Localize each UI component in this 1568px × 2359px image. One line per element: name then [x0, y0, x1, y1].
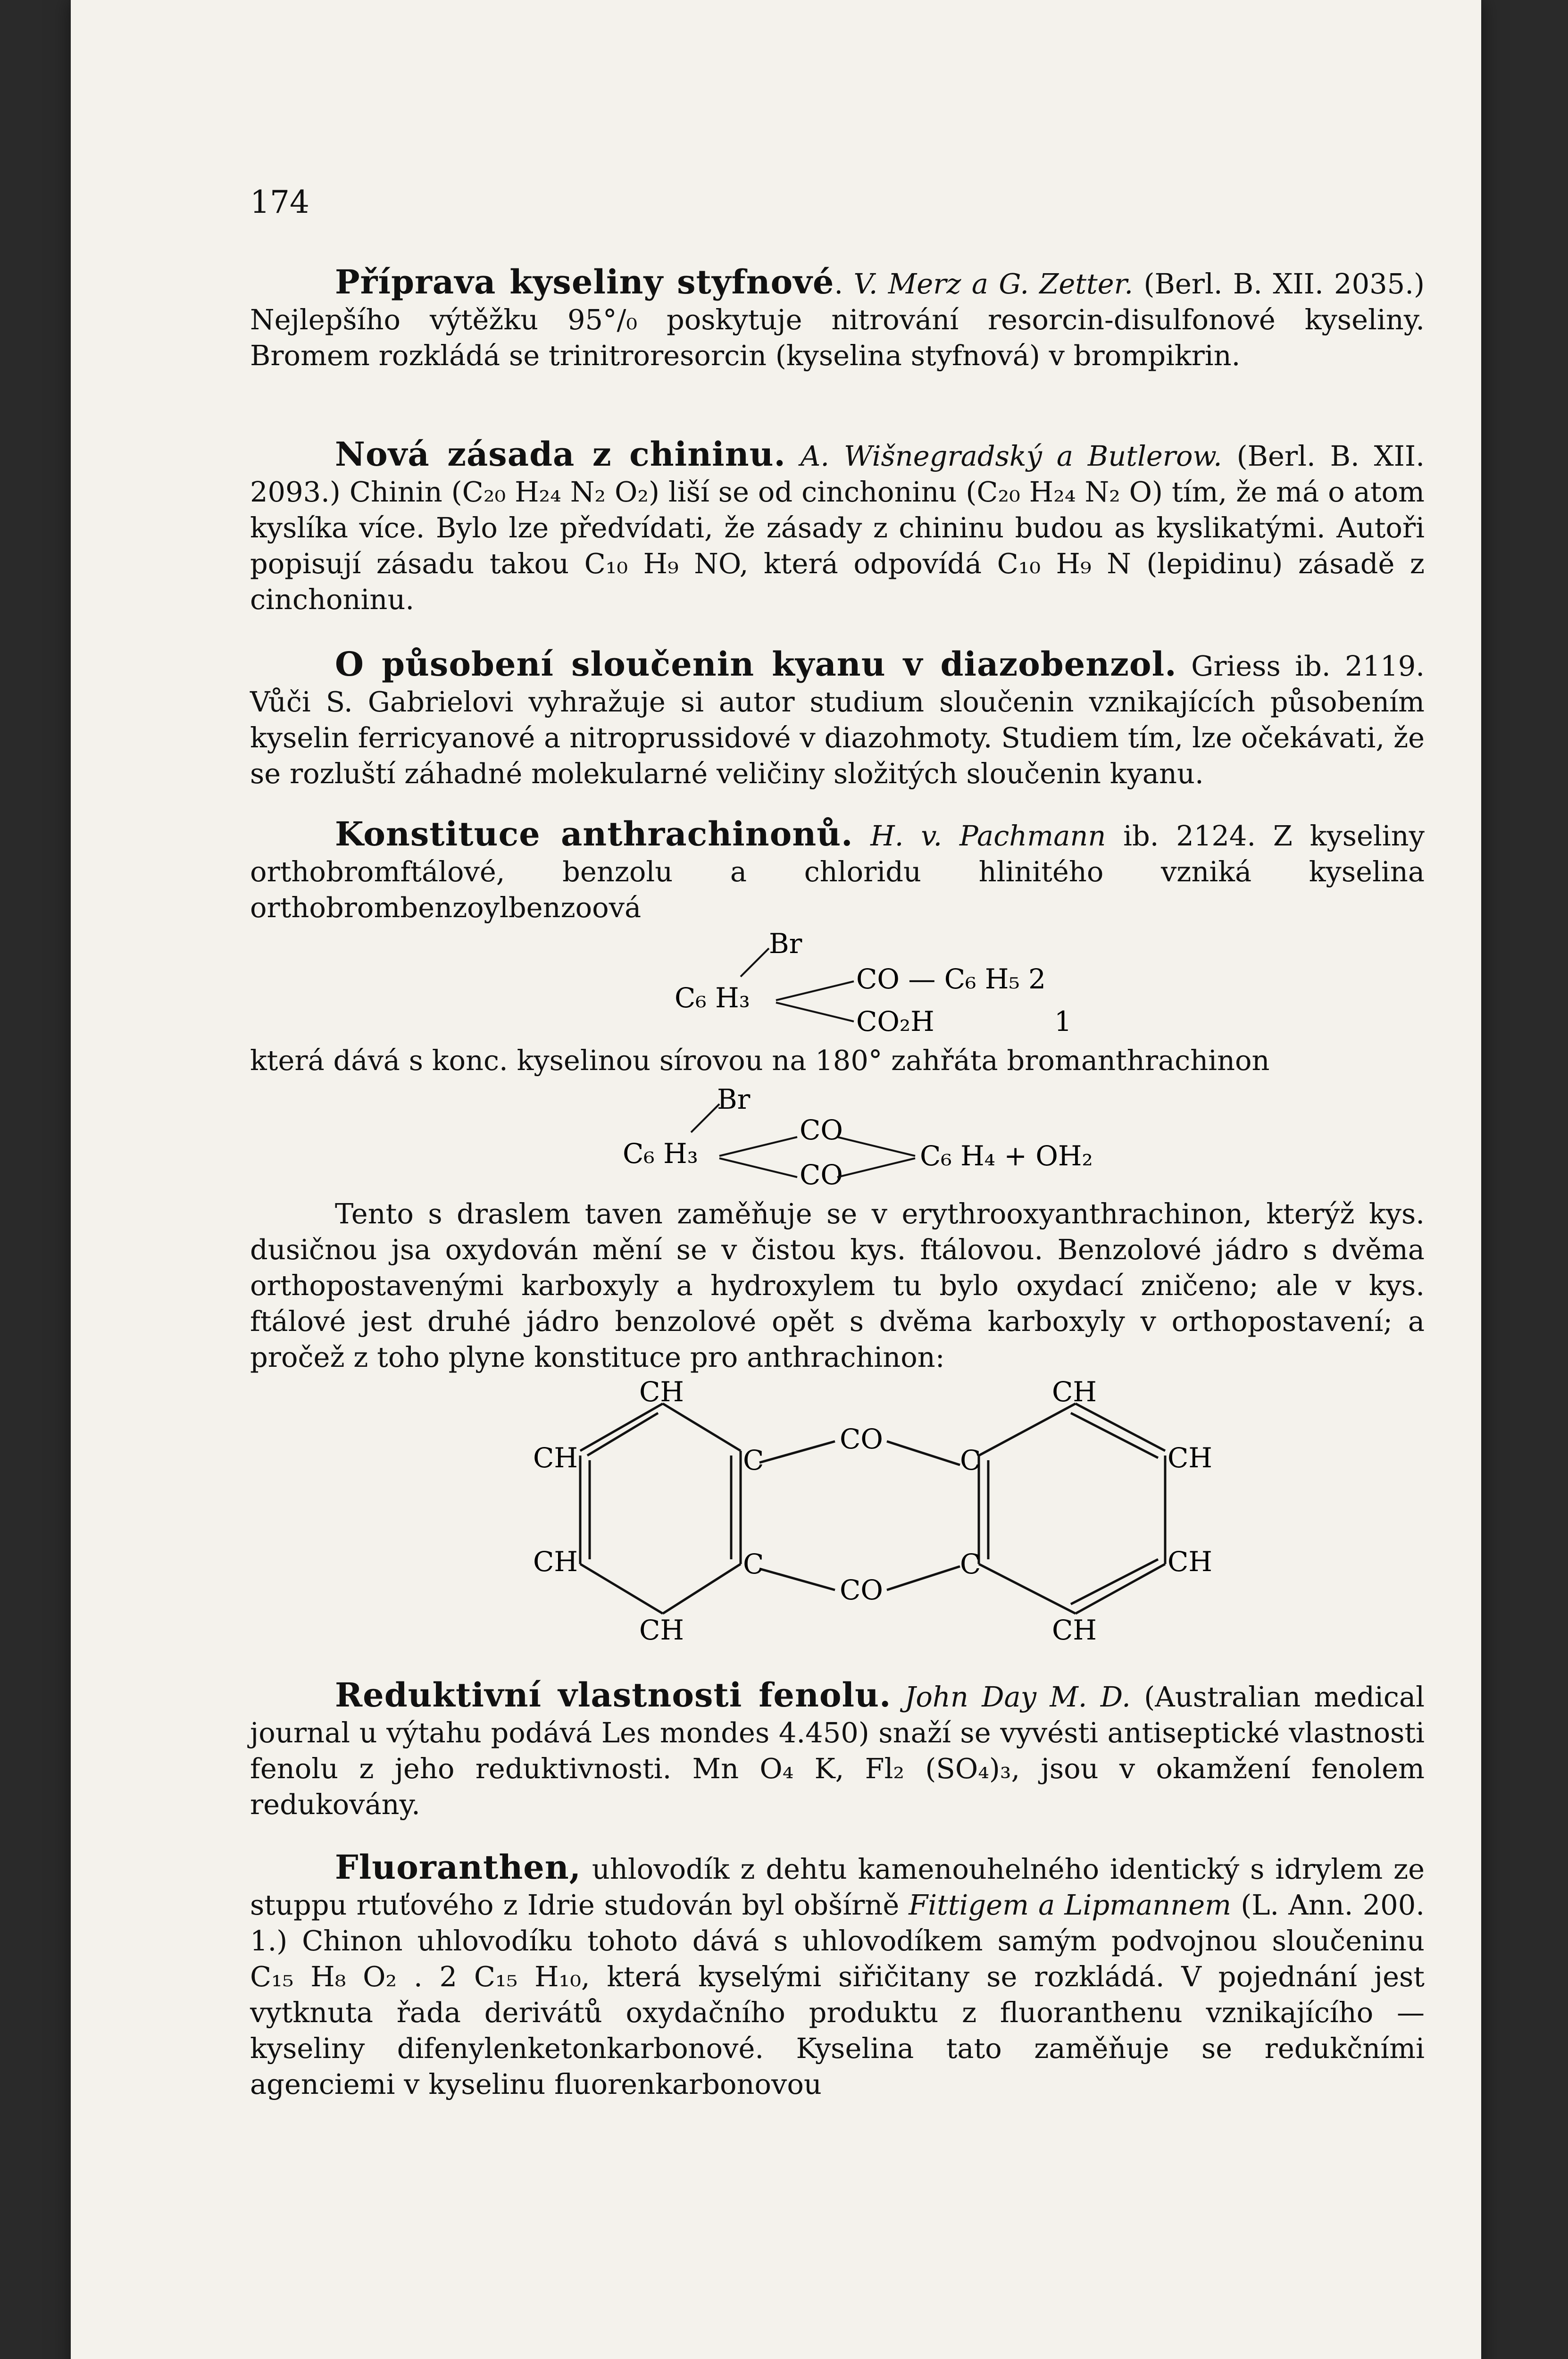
- section-authors: V. Merz a G. Zetter.: [853, 268, 1134, 300]
- section-heading: O působení sloučenin kyanu v diazobenzol.: [335, 644, 1177, 684]
- bond-line: [776, 981, 854, 1000]
- formula-top: CO — C₆ H₅ 2: [856, 963, 1046, 995]
- atom-co: CO: [840, 1574, 883, 1606]
- paragraph: Tento s draslem taven zaměňuje se v erythrooxyanthrachinon, kterýž kys. dusičnou jsa oxydován mění se v čistou kys. ftálovou. Benzolové jádro s dvěma orthopostavenými karboxyly a hydroxylem tu bylo oxydací zničeno; ale v kys. ftálové jest druhé jádro benzolové opět s dvěma karboxyly v orthopostavení; a pročež z toho plyne konstituce pro anthrachinon:: [250, 1197, 1425, 1373]
- section-text: (Berl. B. XII. 2093.) Chinin (C₂₀ H₂₄ N₂ O₂) liší se od cinchoninu (C₂₀ H₂₄ N₂ O) tím, že má o atom kyslíka více. Bylo lze předvídati, že zásady z chininu budou as kyslikatými. Autoři popisují zásadu takou C₁₀ H₉ NO, která odpovídá C₁₀ H₉ N (lepidinu) zásadě z cinchoninu.: [250, 440, 1425, 616]
- section-diazobenzol: [250, 646, 1425, 792]
- bond-line: [719, 1158, 797, 1177]
- atom-ch: CH: [1052, 1378, 1097, 1408]
- formula-orthobrombenzoylbenzoic: [613, 925, 1132, 1047]
- formula-left: C₆ H₃: [675, 982, 750, 1014]
- section-text: uhlovodík z dehtu kamenouhelného identický s idrylem ze stuppu rtuťového z Idrie studován byl obšírně: [250, 1853, 1425, 1921]
- section-styfnova: Příprava kyseliny styfnové. V. Merz a G. Zetter. (Berl. B. XII. 2035.) Nejlepšího výtěžku 95°/₀ poskytuje nitrování resorcin-disulfonové kyseliny. Bromem rozkládá se trinitroresorcin (kyselina styfnová) v brompikrin.: [250, 262, 1425, 372]
- section-authors: Griess ib. 2119.: [1191, 650, 1425, 682]
- section-text: ib. 2124. Z kyseliny orthobromftálové, benzolu a chloridu hlinitého vzniká kyselina orthobrombenzoylbenzoová: [250, 820, 1425, 924]
- formula-co-top: CO: [800, 1114, 843, 1146]
- atom-c: C: [743, 1444, 764, 1476]
- page: [71, 0, 1481, 2359]
- bond-line: [719, 1137, 797, 1156]
- atom-ch: CH: [533, 1546, 578, 1578]
- bond-line: [837, 1158, 915, 1177]
- atom-ch: CH: [1052, 1614, 1097, 1646]
- formula-co-bottom: CO: [800, 1159, 843, 1191]
- section-chinin: [250, 436, 1425, 618]
- formula-bottom: CO₂H: [856, 1005, 934, 1037]
- formula-right: C₆ H₄ + OH₂: [920, 1140, 1093, 1172]
- section-heading: Konstituce anthrachinonů.: [335, 814, 853, 853]
- section-text: (L. Ann. 200. 1.) Chinon uhlovodíku tohoto dává s uhlovodíkem samým podvojnou sloučeninu C₁₅ H₈ O₂ . 2 C₁₅ H₁₀, která kyselými siřičitany se rozkládá. V pojednání jest vytknuta řada derivátů oxydačního produktu z fluoranthenu vznikajícího — kyseliny difenylenketonkarbonové. Kyselina tato zaměňuje se redukčními agenciemi v kyselinu fluorenkarbonovou: [250, 1889, 1425, 2100]
- atom-c: C: [960, 1444, 981, 1476]
- atom-ch: CH: [1168, 1442, 1212, 1474]
- page-number: 174: [250, 184, 309, 220]
- section-text: (Berl. B. XII. 2035.) Nejlepšího výtěžku 95°/₀ poskytuje nitrování resorcin-disulfonové kyseliny. Bromem rozkládá se trinitroresorcin (kyselina styfnová) v brompikrin.: [250, 268, 1425, 372]
- text-between-formulas: [250, 1043, 1425, 1079]
- section-heading: Reduktivní vlastnosti fenolu.: [335, 1675, 892, 1715]
- atom-ch: CH: [639, 1614, 684, 1646]
- atom-ch: CH: [533, 1442, 578, 1474]
- atom-c: C: [743, 1548, 764, 1580]
- section-text: (Australian medical journal u výtahu podává Les mondes 4.450) snaží se vyvésti antiseptické vlastnosti fenolu z jeho reduktivnosti. Mn O₄ K, Fl₂ (SO₄)₃, jsou v okamžení fenolem redukovány.: [250, 1681, 1425, 1821]
- text-after-formula-2: [250, 1196, 1425, 1375]
- bond-line: [741, 948, 769, 977]
- atom-ch: CH: [639, 1378, 684, 1408]
- bond-line: [837, 1137, 915, 1156]
- formula-left: C₆ H₃: [623, 1138, 698, 1170]
- atom-co: CO: [840, 1423, 883, 1455]
- section-reduktivni: [250, 1677, 1425, 1823]
- section-text: Vůči S. Gabrielovi vyhražuje si autor studium sloučenin vznikajících působením kyselin ferricyanové a nitroprussidové v diazohmoty. Studiem tím, lze očekávati, že se rozluští záhadné molekularné veličiny složitých sloučenin kyanu.: [250, 686, 1425, 790]
- anthraquinone-structure: [519, 1378, 1274, 1661]
- formula-bromanthrachinon: [613, 1078, 1179, 1196]
- formula-br: Br: [717, 1083, 751, 1115]
- section-authors: H. v. Pachmann: [870, 820, 1106, 852]
- bond-line: [691, 1104, 719, 1132]
- section-authors: John Day M. D.: [904, 1681, 1131, 1713]
- paragraph: která dává s konc. kyselinou sírovou na 180° zahřáta bromanthrachinon: [250, 1044, 1270, 1077]
- section-heading: Fluoranthen,: [335, 1848, 582, 1887]
- atom-c: C: [960, 1548, 981, 1580]
- atom-ch: CH: [1168, 1546, 1212, 1578]
- section-heading: Nová zásada z chininu.: [335, 435, 786, 474]
- section-anthrachinon: [250, 816, 1425, 926]
- section-heading: Příprava kyseliny styfnové: [335, 262, 834, 301]
- section-authors: Fittigem a Lipmannem: [909, 1889, 1232, 1921]
- bond-line: [776, 1003, 854, 1021]
- section-fluoranthen: [250, 1849, 1425, 2102]
- formula-n1: 1: [1054, 1005, 1072, 1037]
- formula-br: Br: [769, 928, 802, 960]
- section-authors: A. Wišnegradský a Butlerow.: [800, 440, 1222, 472]
